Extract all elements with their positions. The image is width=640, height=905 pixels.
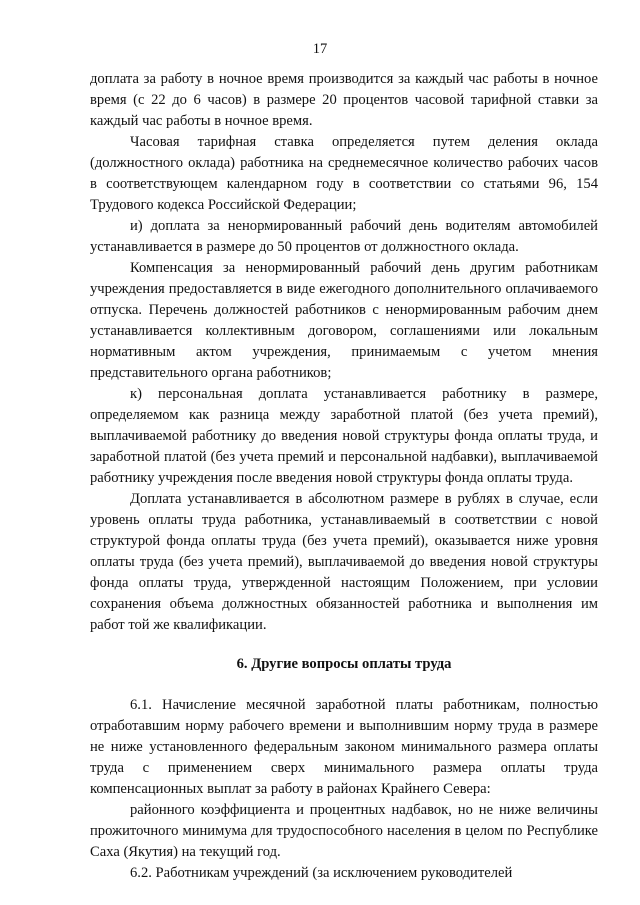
document-body <box>90 69 598 884</box>
paragraph-6-2: 6.2. Работникам учреждений (за исключением руководителей <box>130 865 513 881</box>
paragraph-regional-coefficient: районного коэффициента и процентных надбавок, но не ниже величины прожиточного минимума для трудоспособного населения в целом по Республике Саха (Якутия) на текущий год. <box>90 802 598 860</box>
paragraph-night-work-pay: доплата за работу в ночное время производится за каждый час работы в ночное время (с 22 до 6 часов) в размере 20 процентов часовой тарифной ставки за каждый час работы в ночное время. <box>90 71 598 129</box>
paragraph-hourly-rate: Часовая тарифная ставка определяется путем деления оклада (должностного оклада) работника на среднемесячное количество рабочих часов в соответствующем календарном году в соответствии со статьями 96, 154 Трудового кодекса Российской Федерации; <box>90 134 598 213</box>
paragraph-6-1: 6.1. Начисление месячной заработной платы работникам, полностью отработавшим норму рабочего времени и выполнившим норму труда в размере не ниже установленного федеральным законом минимального размера оплаты труда с применением сверх минимального размера оплаты труда компенсационных выплат за работу в районах Крайнего Севера: <box>90 697 598 797</box>
page-number: 17 <box>312 41 328 57</box>
paragraph-personal-allowance: к) персональная доплата устанавливается работнику в размере, определяемом как разница между заработной платой (без учета премий), выплачиваемой работнику до введения новой структуры фонда оплаты труда, и заработной платой (без учета премий и персональной надбавки), выплачиваемой работнику учреждения после введения новой структуры фонда оплаты труда. <box>90 386 598 486</box>
paragraph-drivers-irregular-day: и) доплата за ненормированный рабочий день водителям автомобилей устанавливается в размере до 50 процентов от должностного оклада. <box>90 218 598 255</box>
paragraph-allowance-conditions: Доплата устанавливается в абсолютном размере в рублях в случае, если уровень оплаты труда работника, устанавливаемый в соответствии с новой структурой фонда оплаты труда (без учета премий), оказывается ниже уровня оплаты труда (без учета премий), выплачиваемой до введения новой структуры фонда оплаты труда, утвержденной настоящим Положением, при условии сохранения объема должностных обязанностей работника и выполнения им работ той же квалификации. <box>90 491 598 633</box>
paragraph-irregular-day-compensation: Компенсация за ненормированный рабочий день другим работникам учреждения предоставляется в виде ежегодного дополнительного оплачиваемого отпуска. Перечень должностей работников с ненормированным рабочим днем устанавливается коллективным договором, соглашениями или локальным нормативным актом учреждения, принимаемым с учетом мнения представительного органа работников; <box>90 260 598 381</box>
section-heading: 6. Другие вопросы оплаты труда <box>236 656 452 672</box>
